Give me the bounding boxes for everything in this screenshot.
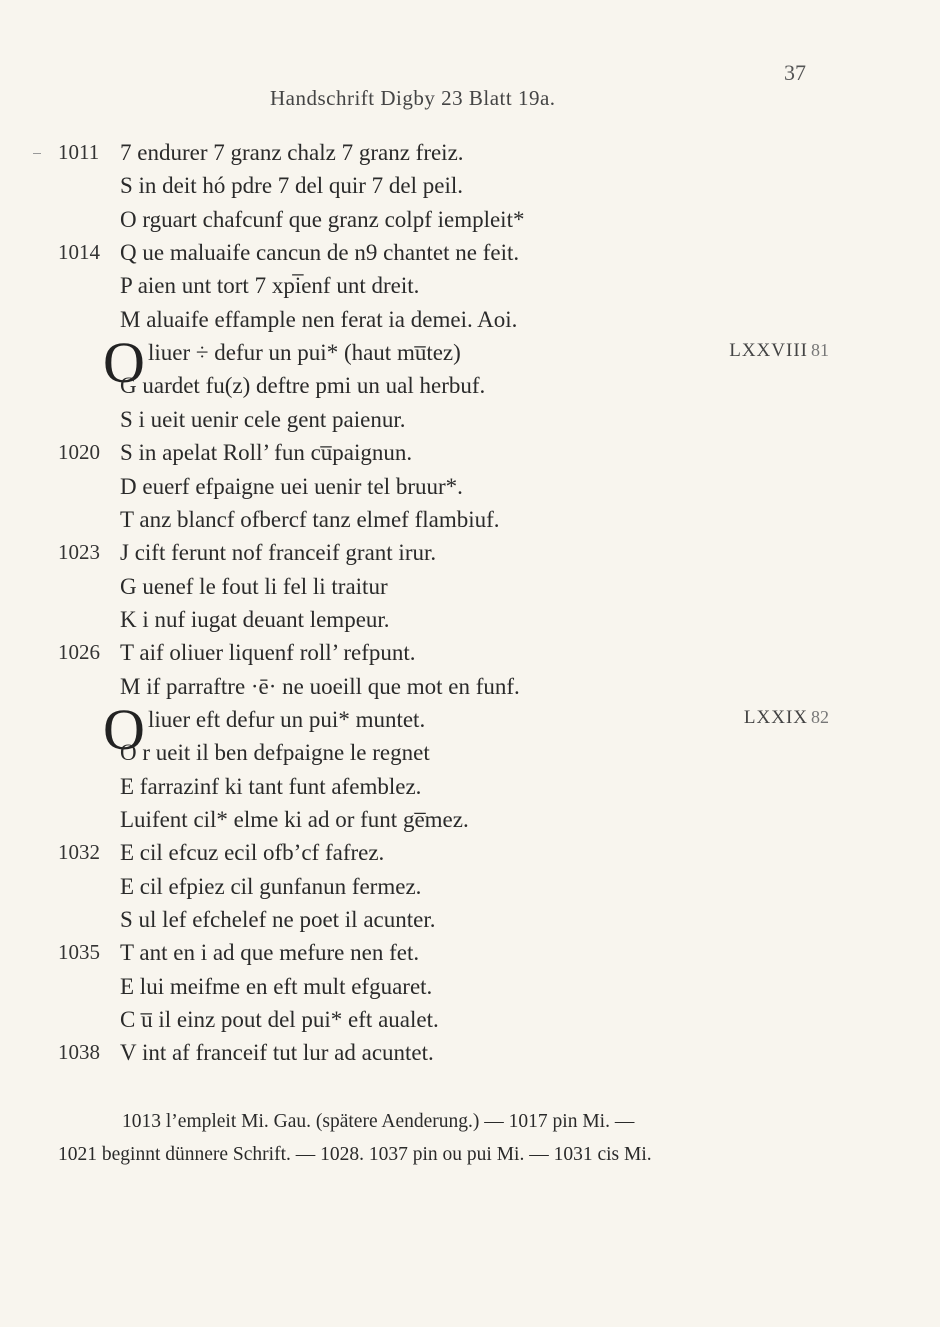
verse-text: O rguart chafcunf que granz colpf iempleit* bbox=[120, 206, 525, 232]
page-number: 37 bbox=[784, 60, 806, 85]
verse-line bbox=[0, 974, 940, 1007]
verse-text: G uardet fu(z) deftre pmi un ual herbuf. bbox=[120, 373, 486, 399]
line-number: 1038 bbox=[58, 1040, 100, 1065]
line-number: 1026 bbox=[58, 640, 100, 665]
verse-line bbox=[0, 607, 940, 640]
verse-text: T ant en i ad que mefure nen fet. bbox=[120, 940, 420, 966]
verse-line bbox=[0, 640, 940, 673]
verse-line bbox=[0, 240, 940, 273]
laisse-number: 82 bbox=[811, 706, 829, 727]
verse-text: T aif oliuer liquenf roll’ refpunt. bbox=[120, 640, 416, 666]
verse-text: G uenef le fout li fel li traitur bbox=[120, 573, 388, 599]
verse-line bbox=[0, 1040, 940, 1073]
initial-letter: O bbox=[103, 330, 145, 396]
laisse-numeral: LXXVIII bbox=[729, 340, 808, 362]
verse-text: liuer eft defur un pui* muntet. bbox=[148, 706, 426, 732]
laisse-number: 81 bbox=[811, 340, 829, 361]
verse-line bbox=[0, 740, 940, 773]
verse-line bbox=[0, 874, 940, 907]
verse-text: V int af franceif tut lur ad acuntet. bbox=[120, 1040, 434, 1066]
verse-text: S ul lef efchelef ne poet il acunter. bbox=[120, 907, 436, 933]
verse-line bbox=[0, 207, 940, 240]
laisse-numeral: LXXIX bbox=[743, 706, 808, 728]
verse-text: T anz blancf ofbercf tanz elmef flambiuf. bbox=[120, 506, 500, 532]
footnotes bbox=[58, 1105, 818, 1171]
verse-line bbox=[0, 373, 940, 406]
running-head: Handschrift Digby 23 Blatt 19a. bbox=[270, 86, 556, 110]
verse-text: E cil efpiez cil gunfanun fermez. bbox=[120, 873, 422, 899]
verse-line bbox=[0, 1007, 940, 1040]
line-number: 1011 bbox=[58, 140, 100, 164]
verse-text: P aien unt tort 7 xpi̅enf unt dreit. bbox=[120, 273, 420, 299]
verse-line bbox=[0, 440, 940, 473]
footnote-line: 1013 l’empleit Mi. Gau. (spätere Aenderung.) — 1017 pin Mi. — bbox=[122, 1111, 635, 1132]
verse-line bbox=[0, 940, 940, 973]
verse-text: liuer ÷ defur un pui* (haut mu̅tez) bbox=[148, 340, 461, 366]
verse-line bbox=[0, 907, 940, 940]
line-number: 1023 bbox=[58, 540, 100, 565]
verse-line bbox=[0, 407, 940, 440]
verse-text: S in deit hó pdre 7 del quir 7 del peil. bbox=[120, 173, 464, 199]
verse-line bbox=[0, 474, 940, 507]
verse-line bbox=[0, 140, 940, 173]
verse-text: M if parraftre ·ē· ne uoeill que mot en funf. bbox=[120, 673, 520, 699]
verse-text: J cift ferunt nof franceif grant irur. bbox=[120, 540, 437, 566]
verse-line bbox=[0, 774, 940, 807]
verse-text: M aluaife effample nen ferat ia demei. Aoi. bbox=[120, 306, 518, 332]
line-number: 1020 bbox=[58, 440, 100, 465]
verse-text: S i ueit uenir cele gent paienur. bbox=[120, 406, 406, 432]
verse-text: Q ue maluaife cancun de n9 chantet ne feit. bbox=[120, 240, 520, 266]
verse-line bbox=[0, 840, 940, 873]
verse-text: E cil efcuz ecil ofb’cf fafrez. bbox=[120, 840, 385, 866]
verse-line bbox=[0, 507, 940, 540]
verse-text: K i nuf iugat deuant lempeur. bbox=[120, 606, 390, 632]
verse-text: S in apelat Roll’ fun cu̅paignun. bbox=[120, 440, 413, 466]
verse-line bbox=[0, 574, 940, 607]
verse-line bbox=[0, 173, 940, 206]
verse-line bbox=[0, 273, 940, 306]
line-number: 1032 bbox=[58, 840, 100, 865]
verse-text: 7 endurer 7 granz chalz 7 granz freiz. bbox=[120, 140, 464, 165]
line-number: 1014 bbox=[58, 240, 100, 265]
verse-line bbox=[0, 540, 940, 573]
verse-text: E farrazinf ki tant funt afemblez. bbox=[120, 773, 422, 799]
verse-text: Luifent cil* elme ki ad or funt ge̅mez. bbox=[120, 807, 469, 832]
verse-text: D euerf efpaigne uei uenir tel bruur*. bbox=[120, 473, 463, 499]
verse-text: O r ueit il ben defpaigne le regnet bbox=[120, 740, 430, 766]
verse-text: C u̅ il einz pout del pui* eft aualet. bbox=[120, 1007, 439, 1033]
verse-line bbox=[0, 807, 940, 840]
initial-letter: O bbox=[103, 696, 145, 762]
verse-text: E lui meifme en eft mult efguaret. bbox=[120, 973, 433, 999]
footnote-line: 1021 beginnt dünnere Schrift. — 1028. 1037 pin ou pui Mi. — 1031 cis Mi. bbox=[58, 1144, 652, 1165]
line-number: 1035 bbox=[58, 940, 100, 965]
